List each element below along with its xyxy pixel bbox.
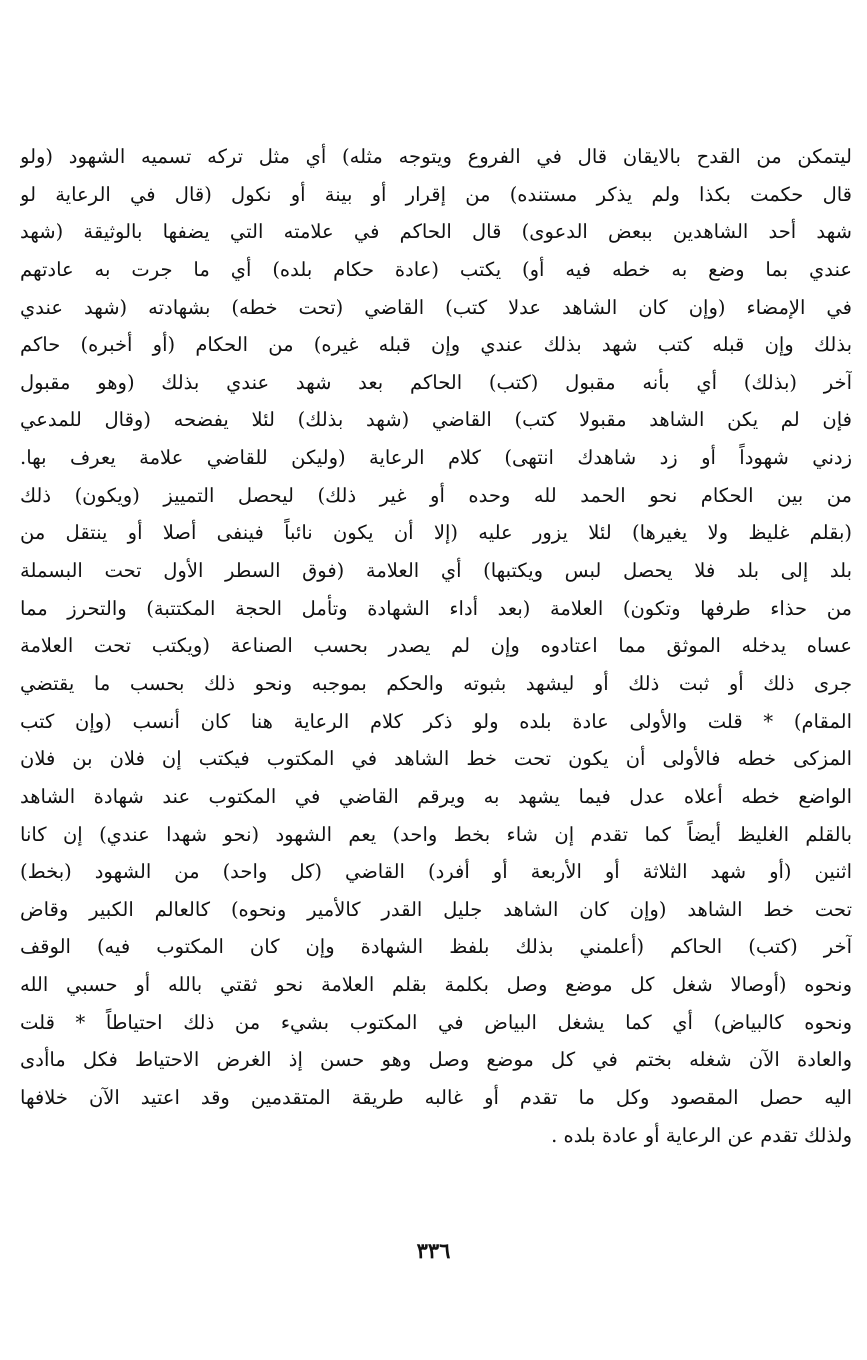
text-line: شهد أحد الشاهدين ببعض الدعوى) قال الحاكم في علامته التي يضفها بالوثيقة (شهد [20,220,852,244]
text-line: بذلك وإن قبله كتب شهد بذلك عندي وإن قبله غيره) من الحكام (أو أخبره) حاكم [20,333,852,357]
text-line-last: ولذلك تقدم عن الرعاية أو عادة بلده . [551,1123,852,1147]
text-line: عساه يدخله الموثق مما اعتادوه وإن لم يصدر بحسب الصناعة (ويكتب تحت العلامة [20,634,852,658]
page-number: ٣٣٦ [416,1238,451,1263]
text-line: بلد إلى بلد فلا يحصل لبس ويكتبها) أي العلامة (فوق السطر الأول تحت البسملة [20,559,852,583]
body-text [20,138,852,1154]
text-line: (بقلم غليظ ولا يغيرها) لئلا يزور عليه (إلا أن يكون نائباً فينفى أصلا أو ينتقل من [20,521,852,545]
text-line: من حذاء طرفها وتكون) العلامة (بعد أداء الشهادة وتأمل الحجة المكتتبة) والتحرز مما [20,596,852,620]
text-line: عندي بما وضع به خطه فيه أو) يكتب (عادة حكام بلده) أي ما جرت به عادتهم [20,257,852,281]
text-line: قال حكمت بكذا ولم يذكر مستنده) من إقرار أو بينة أو نكول (قال في الرعاية لو [20,182,852,206]
text-line: في الإمضاء (وإن كان الشاهد عدلا كتب) القاضي (تحت خطه) بشهادته (شهد عندي [20,295,852,319]
text-line: المقام) * قلت والأولى عادة بلده ولو ذكر كلام الرعاية هنا كان أنسب (وإن كتب [20,709,852,733]
text-line: بالقلم الغليظ أيضاً كما تقدم إن شاء بخط واحد) يعم الشهود (نحو شهدا عندي) إن كانا [20,822,852,846]
text-line: زدني شهوداً أو زد شاهدك انتهى) كلام الرعاية (وليكن للقاضي علامة يعرف بها. [20,446,852,470]
text-line: آخر (كتب) الحاكم (أعلمني بذلك بلفظ الشهادة وإن كان المكتوب فيه) الوقف [20,935,852,959]
text-line: والعادة الآن شغله بختم في كل موضع وصل وهو حسن إذ الغرض الاحتياط فكل ماأدى [20,1048,852,1072]
text-line: فإن لم يكن الشاهد مقبولا كتب) القاضي (شهد بذلك) لئلا يفضحه (وقال للمدعي [20,408,852,432]
text-line: آخر (بذلك) أي بأنه مقبول (كتب) الحاكم بعد شهد عندي بذلك (وهو مقبول [20,370,852,394]
text-line: تحت خط الشاهد (وإن كان الشاهد جليل القدر كالأمير ونحوه) كالعالم الكبير وقاض [20,897,852,921]
text-line: من بين الحكام نحو الحمد لله وحده أو غير ذلك) ليحصل التمييز (ويكون) ذلك [20,483,852,507]
text-line: اليه حصل المقصود وكل ما تقدم أو غالبه طريقة المتقدمين وقد اعتيد الآن خلافها [20,1086,852,1110]
text-line: ونحوه (أوصالا شغل كل موضع وصل بكلمة بقلم العلامة نحو ثقتي بالله أو حسبي الله [20,973,852,997]
text-line: ونحوه كالبياض) أي كما يشغل البياض في المكتوب بشيء من ذلك احتياطاً * قلت [20,1010,852,1034]
text-line: المزكى خطه فالأولى أن يكون تحت خط الشاهد في المكتوب فيكتب إن فلان بن فلان [20,747,852,771]
text-line: جرى ذلك أو ثبت ذلك أو ليشهد بثبوته والحكم بموجبه ونحو ذلك بحسب ما يقتضي [20,671,852,695]
text-line: الواضع خطه أعلاه عدل فيما يشهد به ويرقم القاضي في المكتوب عند شهادة الشاهد [20,784,852,808]
text-line: ليتمكن من القدح بالايقان قال في الفروع ويتوجه مثله) أي مثل تركه تسميه الشهود (ولو [20,145,852,168]
text-line: اثنين (أو شهد الثلاثة أو الأربعة أو أفرد) القاضي (كل واحد) من الشهود (بخط) [20,860,852,884]
